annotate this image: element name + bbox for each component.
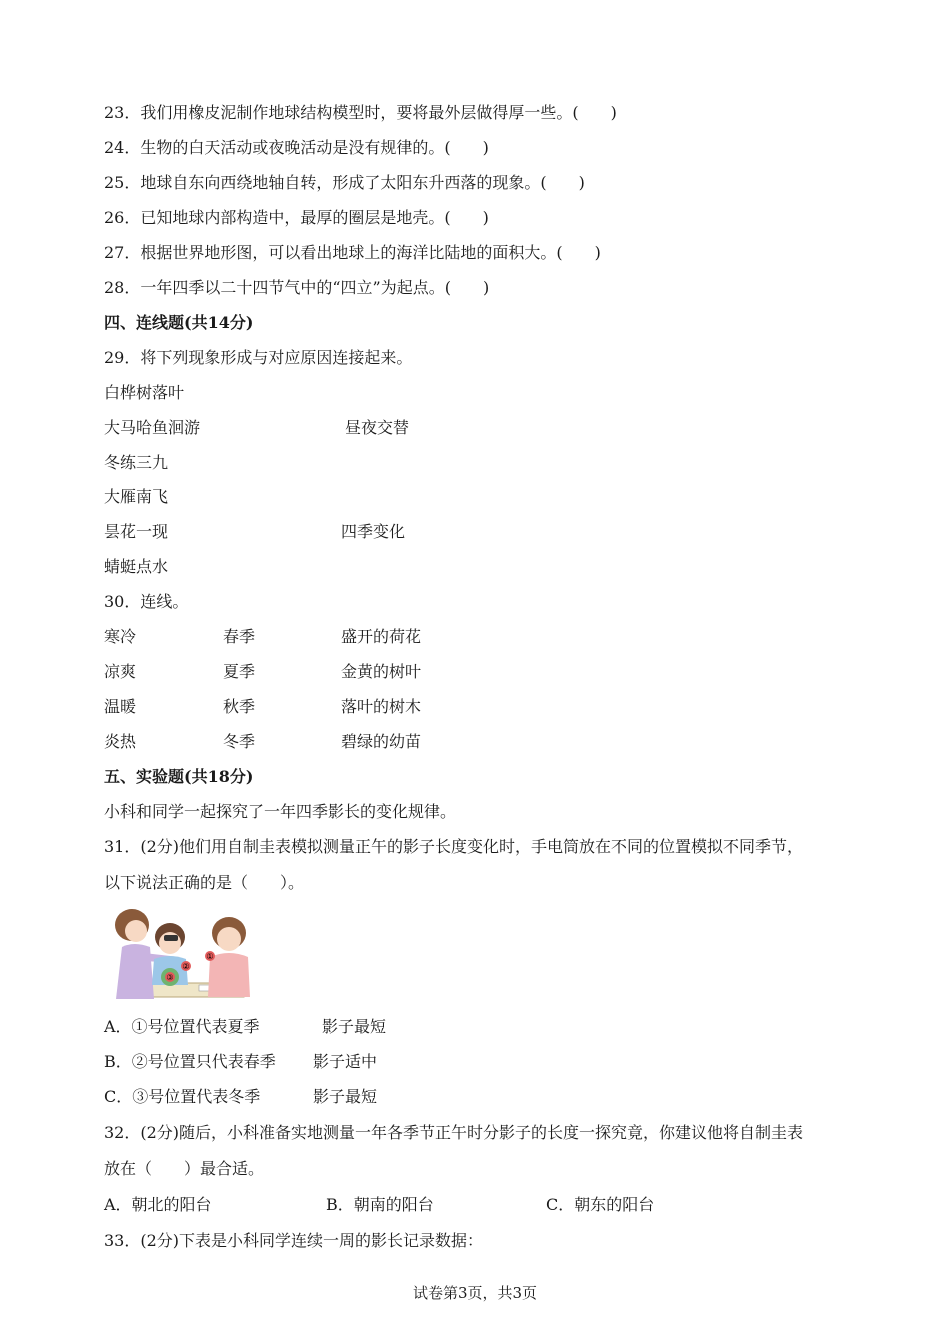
- cause-item: 昼夜交替: [345, 418, 410, 437]
- question-31-cont: 以下说法正确的是（ ）。: [104, 873, 305, 892]
- section-5-title: 五、实验题(共18分): [104, 767, 254, 786]
- page-footer: 试卷第3页，共3页: [412, 1284, 538, 1302]
- question-23: 23．我们用橡皮泥制作地球结构模型时，要将最外层做得厚一些。( ): [104, 103, 617, 122]
- question-27: 27．根据世界地形图，可以看出地球上的海洋比陆地的面积大。( ): [104, 243, 601, 262]
- q31-option-c-note: 影子最短: [313, 1087, 378, 1106]
- question-32: 32．(2分)随后，小科准备实地测量一年各季节正午时分影子的长度一探究竟，你建议他将自制圭表: [104, 1123, 804, 1142]
- question-25: 25．地球自东向西绕地轴自转，形成了太阳东升西落的现象。( ): [104, 173, 585, 192]
- match-cell: 炎热: [104, 732, 137, 751]
- match-cell: 夏季: [223, 662, 256, 681]
- cause-item: 四季变化: [341, 522, 406, 541]
- question-24: 24．生物的白天活动或夜晚活动是没有规律的。( ): [104, 138, 489, 157]
- phenomenon-item: 昙花一现: [104, 522, 169, 541]
- match-cell: 寒冷: [104, 627, 137, 646]
- match-cell: 冬季: [223, 732, 256, 751]
- phenomenon-item: 大马哈鱼洄游: [104, 418, 201, 437]
- q32-option-b: B．朝南的阳台: [326, 1195, 434, 1214]
- phenomenon-item: 白桦树落叶: [104, 383, 185, 402]
- q31-option-b: B．②号位置只代表春季: [104, 1052, 276, 1071]
- match-cell: 落叶的树木: [341, 697, 422, 716]
- question-32-cont: 放在（ ）最合适。: [104, 1159, 265, 1178]
- question-28: 28．一年四季以二十四节气中的“四立”为起点。( ): [104, 278, 490, 297]
- match-cell: 碧绿的幼苗: [341, 732, 422, 751]
- phenomenon-item: 大雁南飞: [104, 487, 169, 506]
- position-marker-2: ②: [182, 962, 190, 971]
- q31-option-a: A．①号位置代表夏季: [104, 1017, 260, 1036]
- experiment-intro: 小科和同学一起探究了一年四季影长的变化规律。: [104, 802, 457, 821]
- match-cell: 秋季: [223, 697, 256, 716]
- match-cell: 盛开的荷花: [341, 627, 422, 646]
- phenomenon-item: 冬练三九: [104, 453, 169, 472]
- match-cell: 凉爽: [104, 662, 137, 681]
- question-29: 29．将下列现象形成与对应原因连接起来。: [104, 348, 413, 367]
- question-33: 33．(2分)下表是小科同学连续一周的影长记录数据：: [104, 1231, 484, 1250]
- match-cell: 温暖: [104, 697, 137, 716]
- experiment-illustration: [104, 905, 254, 1003]
- question-31: 31．(2分)他们用自制圭表模拟测量正午的影子长度变化时，手电筒放在不同的位置模拟不同季节，: [104, 837, 804, 856]
- q31-option-c: C．③号位置代表冬季: [104, 1087, 261, 1106]
- question-26: 26．已知地球内部构造中，最厚的圈层是地壳。( ): [104, 208, 489, 227]
- match-cell: 春季: [223, 627, 256, 646]
- position-marker-3: ③: [166, 973, 174, 982]
- phenomenon-item: 蜻蜓点水: [104, 557, 169, 576]
- q32-option-a: A．朝北的阳台: [104, 1195, 212, 1214]
- q31-option-a-note: 影子最短: [322, 1017, 387, 1036]
- section-4-title: 四、连线题(共14分): [104, 313, 254, 332]
- q32-option-c: C．朝东的阳台: [546, 1195, 655, 1214]
- q31-option-b-note: 影子适中: [313, 1052, 378, 1071]
- match-cell: 金黄的树叶: [341, 662, 422, 681]
- position-marker-1: ①: [206, 952, 214, 961]
- question-30: 30．连线。: [104, 592, 189, 611]
